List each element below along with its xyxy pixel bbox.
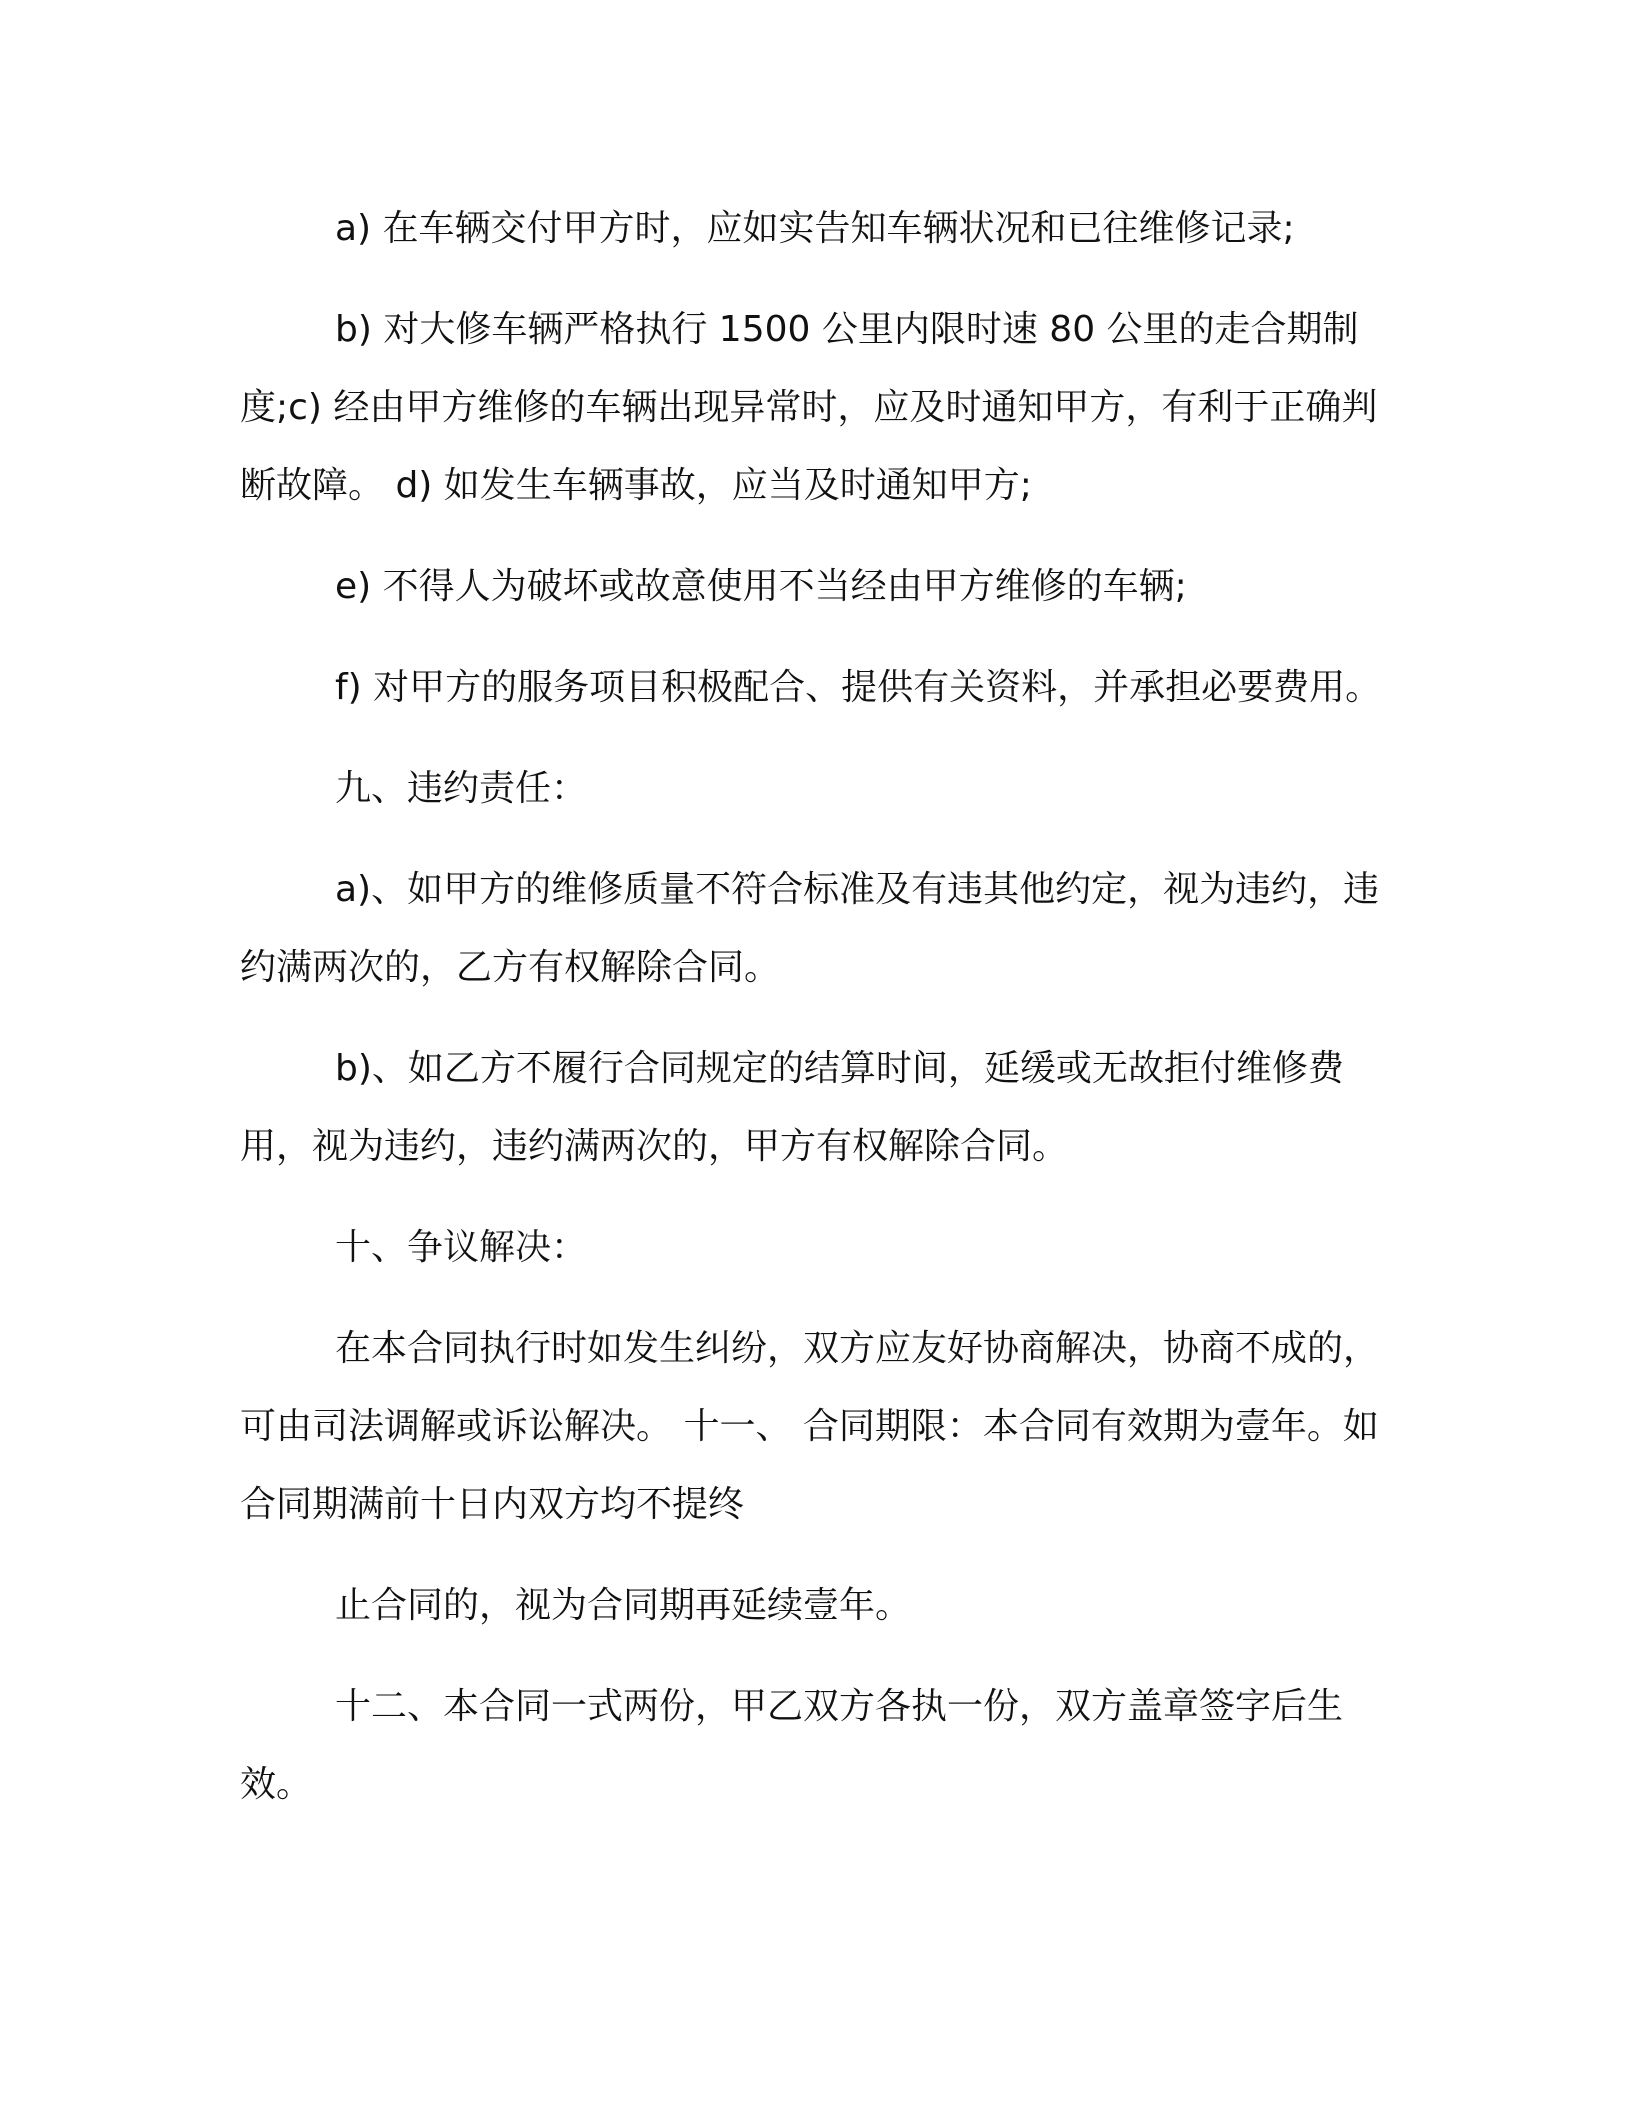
clause-e-paragraph: e) 不得人为破坏或故意使用不当经由甲方维修的车辆; <box>335 566 1187 607</box>
clause-f-paragraph: f) 对甲方的服务项目积极配合、提供有关资料，并承担必要费用。 <box>335 667 1382 708</box>
clause-b-c-d-paragraph: b) 对大修车辆严格执行 1500 公里内限时速 80 公里的走合期制度;c) 经由甲方维修的车辆出现异常时，应及时通知甲方，有利于正确判断故障。 d) 如发生车辆事故，应当及时通知甲方; <box>240 309 1378 506</box>
section-9-heading: 九、违约责任： <box>335 768 588 809</box>
section-10-heading: 十、争议解决： <box>335 1227 588 1268</box>
document-body <box>240 190 1390 1824</box>
section-12-paragraph: 十二、本合同一式两份，甲乙双方各执一份，双方盖章签字后生效。 <box>240 1686 1344 1805</box>
contract-renewal-paragraph: 止合同的，视为合同期再延续壹年。 <box>335 1585 912 1626</box>
breach-b-paragraph: b)、如乙方不履行合同规定的结算时间，延缓或无故拒付维修费用，视为违约，违约满两次的，甲方有权解除合同。 <box>240 1048 1344 1167</box>
clause-a-paragraph: a) 在车辆交付甲方时，应如实告知车辆状况和已往维修记录; <box>335 208 1295 249</box>
dispute-resolution-paragraph: 在本合同执行时如发生纠纷，双方应友好协商解决，协商不成的，可由司法调解或诉讼解决。 十一、 合同期限：本合同有效期为壹年。如合同期满前十日内双方均不提终 <box>240 1328 1380 1525</box>
breach-a-paragraph: a)、如甲方的维修质量不符合标准及有违其他约定，视为违约，违约满两次的，乙方有权解除合同。 <box>240 869 1380 988</box>
